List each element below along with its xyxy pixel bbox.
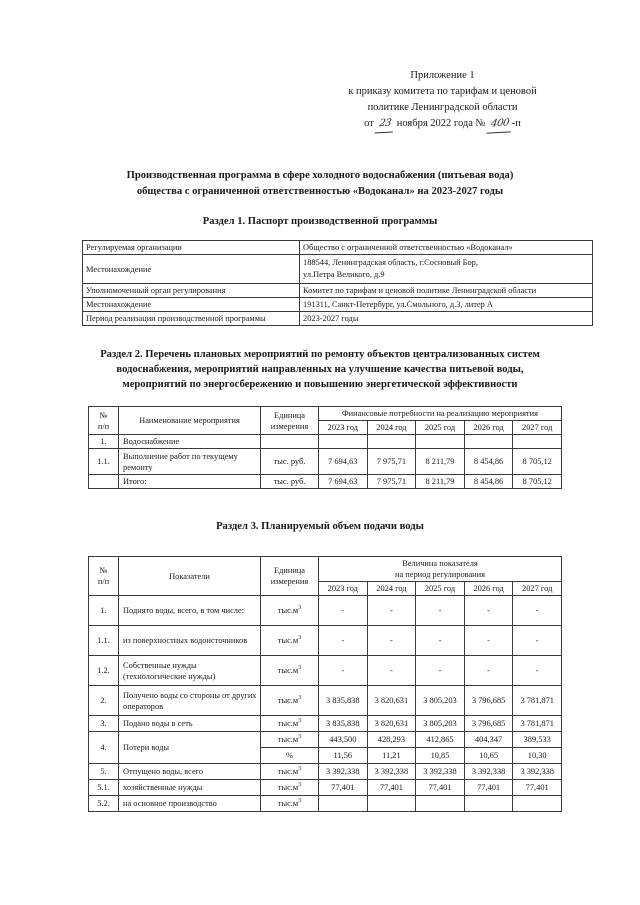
col-header-unit-line-2: измерения — [270, 577, 309, 586]
passport-key: Период реализации производственной программы — [83, 312, 300, 326]
row-unit: % — [261, 748, 319, 764]
row-unit — [261, 780, 319, 796]
section-1-heading — [70, 214, 570, 229]
row-name: хозяйственные нужды — [119, 780, 261, 796]
table-row — [83, 241, 593, 255]
unit-text: тыс.м — [277, 606, 299, 615]
row-value-2027: - — [513, 626, 562, 656]
unit-superscript: 3 — [298, 665, 302, 672]
table-row — [89, 449, 562, 475]
section-3-heading — [70, 519, 570, 534]
handwritten-order-number: 400 — [487, 115, 514, 133]
col-header-group-value — [319, 557, 562, 582]
passport-key: Местонахождение — [83, 255, 300, 284]
col-header-group-financial: Финансовые потребности на реализацию мероприятия — [319, 407, 562, 421]
col-header-unit — [261, 557, 319, 596]
row-value-2027: - — [513, 656, 562, 686]
col-header-year-2025: 2025 год — [416, 582, 465, 596]
row-value-2026: 8 454,86 — [464, 449, 513, 475]
col-header-year-2027: 2027 год — [513, 582, 562, 596]
col-header-name: Наименование мероприятия — [119, 407, 261, 435]
row-value-2025: - — [416, 626, 465, 656]
passport-value — [300, 255, 593, 284]
row-name: Итого: — [119, 475, 261, 489]
row-value-2027: 3 392,338 — [513, 764, 562, 780]
row-value-2027: 3 781,871 — [513, 686, 562, 716]
approval-line-2: к приказу комитета по тарифам и ценовой — [348, 86, 537, 97]
measures-table — [88, 406, 562, 489]
measures-table-body — [89, 435, 562, 489]
row-name: Выполнение работ по текущему ремонту — [119, 449, 261, 475]
passport-key: Регулируемая организации — [83, 241, 300, 255]
measures-table-head — [89, 407, 562, 435]
row-value-2023: - — [319, 626, 368, 656]
row-value-2024: 3 820,631 — [367, 716, 416, 732]
row-unit — [261, 656, 319, 686]
col-header-number-line-2: п/п — [97, 421, 110, 431]
row-unit: тыс. руб. — [261, 449, 319, 475]
passport-value: 2023-2027 годы — [300, 312, 593, 326]
row-unit — [261, 716, 319, 732]
row-number: 1. — [89, 435, 119, 449]
row-value-2025: 3 392,338 — [416, 764, 465, 780]
col-header-year-2025: 2025 год — [416, 421, 465, 435]
row-value-2027: 77,401 — [513, 780, 562, 796]
row-unit: тыс. руб. — [261, 475, 319, 489]
row-value-2026: - — [464, 626, 513, 656]
unit-superscript: 3 — [298, 635, 302, 642]
col-header-year-2026: 2026 год — [464, 582, 513, 596]
passport-value: Общество с ограниченной ответственностью «Водоканал» — [300, 241, 593, 255]
page-title-line-2: общества с ограниченной ответственностью «Водоканал» на 2023-2027 годы — [136, 186, 504, 197]
passport-key: Уполномоченный орган регулирования — [83, 284, 300, 298]
col-header-year-2023: 2023 год — [319, 421, 368, 435]
table-row — [89, 686, 562, 716]
row-name: Водоснабжение — [119, 435, 261, 449]
row-value-2025: 412,865 — [416, 732, 465, 748]
row-value-2025: - — [416, 656, 465, 686]
row-name: на основное производство — [119, 796, 261, 812]
row-number: 5.1. — [89, 780, 119, 796]
row-name: из поверхностных водоисточников — [119, 626, 261, 656]
table-row — [83, 255, 593, 284]
row-value-2026 — [464, 796, 513, 812]
date-prefix: от — [364, 118, 374, 129]
row-name: Поднято воды, всего, в том числе: — [119, 596, 261, 626]
row-value-2026: 404,347 — [464, 732, 513, 748]
row-value-2024: - — [367, 656, 416, 686]
row-value-2025: 8 211,79 — [416, 449, 465, 475]
row-value-2025 — [416, 796, 465, 812]
unit-text: тыс.м — [277, 696, 299, 705]
row-number: 5. — [89, 764, 119, 780]
row-value-2024: 7 975,71 — [367, 449, 416, 475]
volume-table-body — [89, 596, 562, 812]
row-value-2023 — [319, 796, 368, 812]
order-suffix: -п — [511, 118, 521, 129]
section-2-heading — [70, 347, 570, 392]
address-line-1: 188544, Ленинградская область, г.Сосновый Бор, — [303, 258, 478, 267]
col-header-number-line-1: № — [99, 566, 108, 575]
table-row — [83, 284, 593, 298]
row-value-2023: 11,56 — [319, 748, 368, 764]
row-unit — [261, 764, 319, 780]
row-unit — [261, 686, 319, 716]
row-value-2024: 77,401 — [367, 780, 416, 796]
passport-value: 191311, Санкт-Петербург, ул.Смольного, д.3, литер А — [300, 298, 593, 312]
table-header-row — [89, 407, 562, 421]
col-header-group-line-1: Величина показателя — [402, 559, 478, 568]
unit-text: тыс.м — [277, 636, 299, 645]
unit-text: тыс.м — [277, 735, 299, 744]
row-value-2023: 3 392,338 — [319, 764, 368, 780]
unit-text: тыс.м — [277, 799, 299, 808]
passport-table — [82, 240, 593, 326]
col-header-number — [89, 557, 119, 596]
row-value-2024: 11,21 — [367, 748, 416, 764]
row-number: 1. — [89, 596, 119, 626]
unit-text: тыс.м — [277, 666, 299, 675]
row-value-2024 — [367, 796, 416, 812]
table-row — [89, 596, 562, 626]
row-value-2025: 8 211,79 — [416, 475, 465, 489]
address-line-2: ул.Петра Великого, д.9 — [303, 270, 385, 279]
row-value-2024: - — [367, 626, 416, 656]
approval-block — [300, 68, 585, 133]
row-value-2023: 7 694,63 — [319, 475, 368, 489]
row-value-2025: 77,401 — [416, 780, 465, 796]
unit-superscript: 3 — [298, 695, 302, 702]
row-value-2027 — [513, 435, 562, 449]
table-row — [89, 732, 562, 748]
col-header-year-2026: 2026 год — [464, 421, 513, 435]
unit-superscript: 3 — [298, 798, 302, 805]
section-1-heading-text: Раздел 1. Паспорт производственной программы — [202, 216, 438, 227]
unit-text: тыс.м — [277, 719, 299, 728]
row-value-2027: 8 705,12 — [513, 449, 562, 475]
row-value-2024: 3 820,631 — [367, 686, 416, 716]
row-value-2026: 3 796,685 — [464, 716, 513, 732]
table-row — [89, 796, 562, 812]
row-value-2023: 443,500 — [319, 732, 368, 748]
row-value-2025: 3 805,203 — [416, 686, 465, 716]
section-2-heading-line-2: водоснабжения, мероприятий направленных на улучшение качества питьевой воды, — [116, 364, 524, 375]
table-row — [83, 298, 593, 312]
approval-date-line — [300, 116, 585, 133]
row-value-2027: 3 781,871 — [513, 716, 562, 732]
passport-table-body — [83, 241, 593, 326]
col-header-year-2027: 2027 год — [513, 421, 562, 435]
row-unit — [261, 732, 319, 748]
row-value-2025: 3 805,203 — [416, 716, 465, 732]
row-name: Отпущено воды, всего — [119, 764, 261, 780]
row-unit — [261, 626, 319, 656]
row-value-2027: 389,533 — [513, 732, 562, 748]
row-value-2027 — [513, 796, 562, 812]
row-number — [89, 475, 119, 489]
row-number: 2. — [89, 686, 119, 716]
col-header-unit — [261, 407, 319, 435]
row-value-2025: - — [416, 596, 465, 626]
row-value-2023: - — [319, 656, 368, 686]
table-row — [89, 475, 562, 489]
row-value-2023 — [319, 435, 368, 449]
row-value-2023: 77,401 — [319, 780, 368, 796]
row-number: 5.2. — [89, 796, 119, 812]
row-value-2024: 428,293 — [367, 732, 416, 748]
unit-text: тыс.м — [277, 783, 299, 792]
section-2-heading-line-3: мероприятий по энергосбережению и повышению энергетической эффективности — [122, 379, 518, 390]
col-header-year-2024: 2024 год — [367, 421, 416, 435]
row-value-2025: 10,85 — [416, 748, 465, 764]
row-value-2026: 8 454,86 — [464, 475, 513, 489]
row-value-2023: 3 835,838 — [319, 716, 368, 732]
approval-line-1: Приложение 1 — [410, 70, 475, 81]
row-value-2026: - — [464, 656, 513, 686]
table-row — [83, 312, 593, 326]
row-name: Собственные нужды (технологические нужды) — [119, 656, 261, 686]
volume-table — [88, 556, 562, 812]
col-header-unit-line-2: измерения — [270, 421, 309, 431]
handwritten-day: 23 — [375, 116, 396, 134]
table-row — [89, 716, 562, 732]
page-title — [70, 168, 570, 200]
col-header-number-line-1: № — [99, 410, 108, 420]
row-number: 1.2. — [89, 656, 119, 686]
unit-superscript: 3 — [298, 782, 302, 789]
col-header-group-line-2: на период регулирования — [394, 570, 486, 579]
section-3-heading-text: Раздел 3. Планируемый объем подачи воды — [216, 521, 424, 532]
unit-superscript: 3 — [298, 605, 302, 612]
col-header-year-2024: 2024 год — [367, 582, 416, 596]
col-header-unit-line-1: Единица — [273, 566, 306, 575]
date-month-year: ноября 2022 года № — [396, 118, 486, 129]
row-value-2023: 3 835,838 — [319, 686, 368, 716]
col-header-number — [89, 407, 119, 435]
table-row — [89, 780, 562, 796]
row-number: 1.1. — [89, 449, 119, 475]
col-header-number-line-2: п/п — [97, 577, 110, 586]
row-number: 1.1. — [89, 626, 119, 656]
row-unit — [261, 796, 319, 812]
row-value-2025 — [416, 435, 465, 449]
row-value-2023: 7 694,63 — [319, 449, 368, 475]
row-value-2027: - — [513, 596, 562, 626]
row-value-2026: - — [464, 596, 513, 626]
col-header-year-2023: 2023 год — [319, 582, 368, 596]
row-number: 4. — [89, 732, 119, 764]
volume-table-head — [89, 557, 562, 596]
row-number: 3. — [89, 716, 119, 732]
unit-superscript: 3 — [298, 766, 302, 773]
approval-line-3: политике Ленинградской области — [367, 102, 518, 113]
row-value-2024: - — [367, 596, 416, 626]
row-value-2026: 3 796,685 — [464, 686, 513, 716]
col-header-unit-line-1: Единица — [273, 410, 306, 420]
passport-value: Комитет по тарифам и ценовой политике Ленинградской области — [300, 284, 593, 298]
page-title-line-1: Производственная программа в сфере холодного водоснабжения (питьевая вода) — [126, 170, 514, 181]
passport-key: Местонахождение — [83, 298, 300, 312]
row-name: Получено воды со стороны от других операторов — [119, 686, 261, 716]
row-unit — [261, 435, 319, 449]
row-name: Подано воды в сеть — [119, 716, 261, 732]
table-row — [89, 764, 562, 780]
section-2-heading-line-1: Раздел 2. Перечень плановых мероприятий по ремонту объектов централизованных систем — [100, 349, 540, 360]
row-value-2026 — [464, 435, 513, 449]
col-header-name: Показатели — [119, 557, 261, 596]
row-value-2024: 7 975,71 — [367, 475, 416, 489]
row-value-2026: 3 392,338 — [464, 764, 513, 780]
table-row — [89, 656, 562, 686]
row-value-2024: 3 392,338 — [367, 764, 416, 780]
row-value-2026: 77,401 — [464, 780, 513, 796]
table-row — [89, 435, 562, 449]
unit-text: тыс.м — [277, 767, 299, 776]
unit-superscript: 3 — [298, 734, 302, 741]
row-unit — [261, 596, 319, 626]
row-value-2027: 8 705,12 — [513, 475, 562, 489]
row-name: Потери воды — [119, 732, 261, 764]
unit-superscript: 3 — [298, 718, 302, 725]
row-value-2024 — [367, 435, 416, 449]
table-header-row — [89, 557, 562, 582]
row-value-2027: 10,30 — [513, 748, 562, 764]
row-value-2023: - — [319, 596, 368, 626]
table-row — [89, 626, 562, 656]
row-value-2026: 10,65 — [464, 748, 513, 764]
